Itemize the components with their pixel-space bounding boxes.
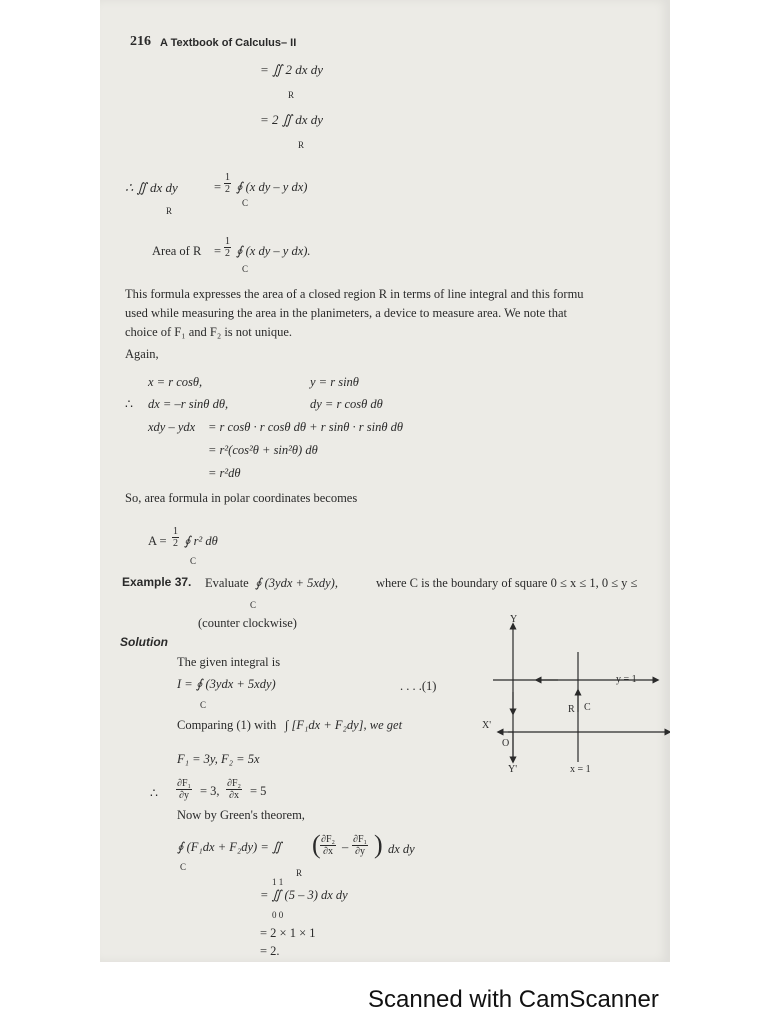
- example-limit: C: [250, 600, 257, 610]
- polar-therefore: ∴: [125, 397, 133, 411]
- polar-xdy-r2: = r²(cos²θ + sin²θ) dθ: [208, 443, 318, 457]
- polar-area-lhs: A =: [148, 534, 167, 548]
- solution-I-limit: C: [200, 700, 207, 710]
- label-y-equals-1: y = 1: [616, 674, 637, 685]
- label-x-equals-1: x = 1: [570, 764, 591, 775]
- derivation-line-3-eq: =: [214, 180, 222, 194]
- polar-area-limit: C: [190, 556, 197, 566]
- paragraph-line-3: choice of F₁ and F₂ is not unique.: [125, 325, 293, 339]
- result-line-2: = 2 × 1 × 1: [260, 926, 316, 940]
- solution-given: The given integral is: [177, 655, 281, 669]
- result-line-3: = 2.: [260, 944, 280, 958]
- label-O: O: [502, 738, 510, 749]
- page-number: 216: [130, 34, 151, 49]
- greens-theorem-text: Now by Green's theorem,: [177, 808, 305, 822]
- polar-dy: dy = r cosθ dθ: [310, 397, 383, 411]
- label-C: C: [584, 702, 591, 713]
- derivation-line-4-eq: =: [214, 244, 222, 258]
- polar-y: y = r sinθ: [310, 375, 359, 389]
- polar-dx: dx = –r sinθ dθ,: [148, 397, 229, 411]
- label-Y-prime: Y': [508, 764, 518, 775]
- polar-x: x = r cosθ,: [148, 375, 203, 389]
- dF2-value: = 5: [250, 784, 267, 798]
- dF1-value: = 3,: [200, 784, 220, 798]
- derivation-line-4-limit: C: [242, 264, 249, 274]
- polar-area-rhs: ∮ r² dθ: [184, 534, 218, 548]
- again-label: Again,: [125, 347, 159, 361]
- half-fraction-3: $\frac{1}{2}$: [173, 526, 178, 549]
- greens-tail: dx dy: [388, 842, 415, 856]
- derivation-line-4-lhs: Area of R: [152, 244, 202, 258]
- F-line: F₁ = 3y, F₂ = 5x: [177, 752, 260, 766]
- derivation-line-3-rhs-limit: C: [242, 198, 249, 208]
- half-fraction: $\frac{1}{2}$: [225, 172, 230, 195]
- derivation-line-3-lhs: ∴ ∬ dx dy: [125, 180, 178, 195]
- r1-lower-limits: 0 0: [272, 910, 284, 920]
- polar-xdy-r1: = r cosθ · r cosθ dθ + r sinθ · r sinθ dθ: [208, 420, 404, 434]
- camscanner-footer: Scanned with CamScanner: [368, 986, 659, 1013]
- result-line-1: = ∬ (5 – 3) dx dy: [260, 888, 348, 902]
- dF2-fraction: $\frac{\text{∂F₂}}{\partial x}$: [227, 778, 241, 801]
- comparing-integral: ∫ [F₁dx + F₂dy], we get: [285, 718, 403, 732]
- greens-fraction-a: $\frac{\text{∂F₂}}{\partial x}$: [321, 834, 335, 857]
- example-integral: ∮ (3ydx + 5xdy),: [255, 576, 338, 590]
- label-X-prime: X': [482, 720, 492, 731]
- example-note: (counter clockwise): [198, 616, 297, 630]
- so-line: So, area formula in polar coordinates becomes: [125, 491, 358, 505]
- derivation-line-1: = ∬ 2 dx dy: [260, 62, 324, 77]
- derivation-line-2: = 2 ∬ dx dy: [260, 112, 324, 127]
- scanned-page: [100, 0, 670, 962]
- paren-close: ): [374, 830, 383, 859]
- solution-label: Solution: [120, 635, 168, 649]
- polar-xdy-r3: = r²dθ: [208, 466, 241, 480]
- label-Y: Y: [510, 614, 518, 625]
- dF1-fraction: $\frac{\text{∂F₁}}{\partial y}$: [177, 778, 191, 801]
- solution-I-eq: I = ∮ (3ydx + 5xdy): [177, 677, 276, 691]
- polar-xdy-lhs: xdy – ydx: [148, 420, 196, 434]
- greens-lhs-limit: C: [180, 862, 187, 872]
- example-text-a: Evaluate: [205, 576, 249, 590]
- greens-mid-limit: R: [296, 868, 303, 878]
- paragraph-line-2: used while measuring the area in the planimeters, a device to measure area. We note that: [125, 306, 567, 320]
- greens-minus: –: [342, 840, 349, 854]
- comparing-text: Comparing (1) with: [177, 718, 277, 732]
- example-text-b: where C is the boundary of square 0 ≤ x ≤ 1, 0 ≤ y ≤: [376, 576, 638, 590]
- square-region-figure: [478, 612, 670, 782]
- book-title: A Textbook of Calculus– II: [160, 37, 297, 49]
- r1-upper-limits: 1 1: [272, 877, 284, 887]
- example-label: Example 37.: [122, 575, 192, 589]
- derivation-line-3-rhs: ∮ (x dy – y dx): [236, 180, 308, 194]
- derivation-line-4-rhs: ∮ (x dy – y dx).: [236, 244, 311, 258]
- greens-lhs: ∮ (F₁dx + F₂dy) = ∬: [177, 840, 282, 854]
- equation-ref: . . . .(1): [400, 679, 437, 693]
- derivation-line-1-limit: R: [288, 90, 295, 100]
- greens-fraction-b: $\frac{\text{∂F₁}}{\partial y}$: [353, 834, 367, 857]
- paren-open: (: [312, 830, 321, 859]
- half-fraction-2: $\frac{1}{2}$: [225, 236, 230, 259]
- derivation-line-3-lhs-limit: R: [166, 206, 173, 216]
- solution-therefore: ∴: [150, 786, 158, 800]
- paragraph-line-1: This formula expresses the area of a closed region R in terms of line integral and this formu: [125, 287, 584, 301]
- label-R: R: [568, 704, 575, 715]
- derivation-line-2-limit: R: [298, 140, 305, 150]
